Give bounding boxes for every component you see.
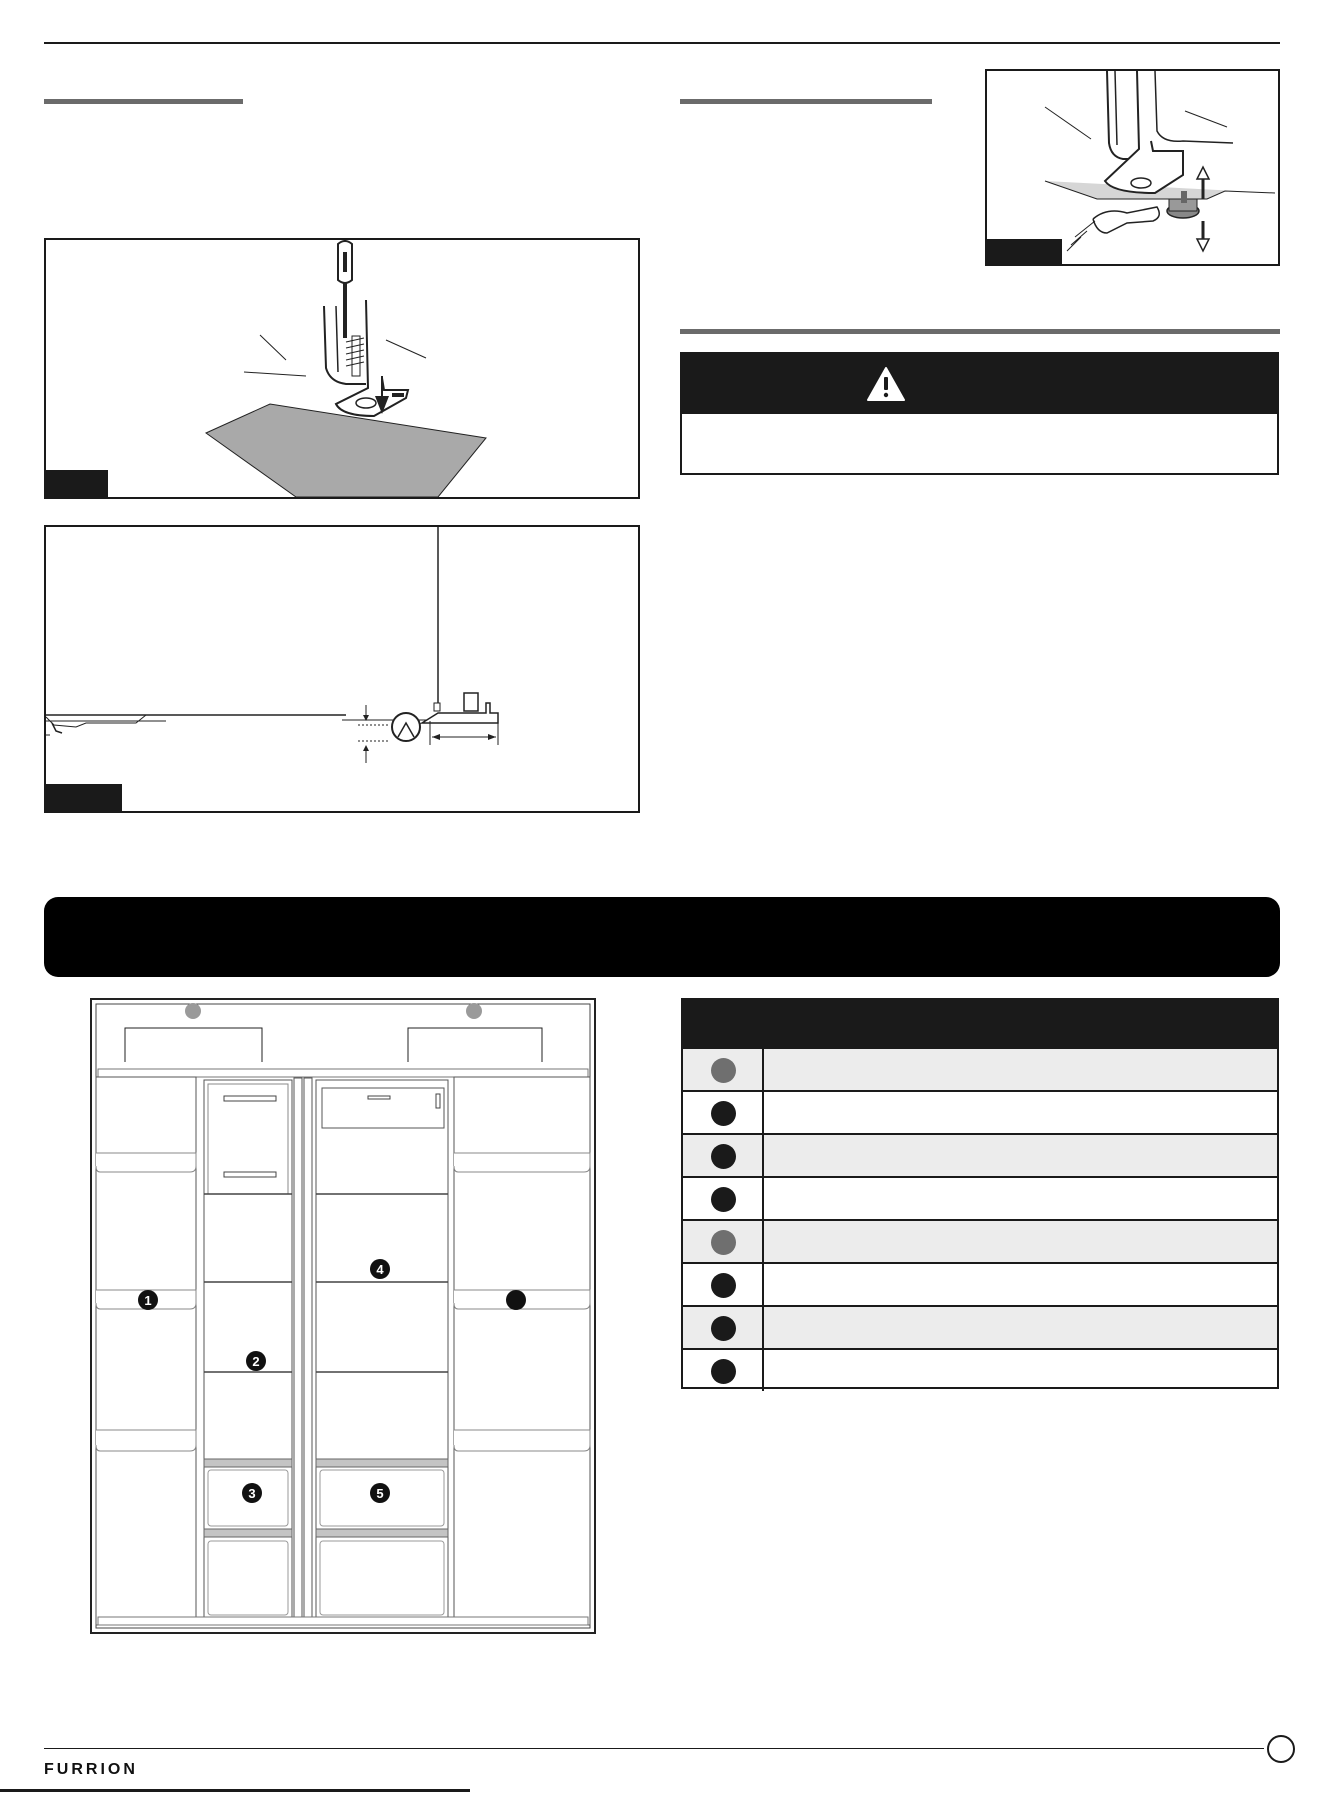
parts-table	[681, 998, 1279, 1389]
table-row-index	[683, 1350, 764, 1391]
fridge-diagram	[90, 998, 596, 1634]
callout-6	[506, 1290, 526, 1310]
row-marker	[711, 1187, 736, 1212]
figure-leveling-leg	[985, 69, 1280, 266]
door-screw-illustration	[46, 240, 638, 497]
table-row	[683, 1133, 1277, 1176]
figure-door-screw	[44, 238, 640, 499]
warning-header	[682, 354, 1277, 414]
row-marker	[711, 1058, 736, 1083]
bottom-edge-strip	[0, 1789, 470, 1792]
brand-logo: FURRION	[44, 1761, 138, 1778]
warning-box	[680, 352, 1279, 475]
table-row-index	[683, 1178, 764, 1219]
side-clearance-illustration	[46, 527, 638, 811]
figure-label-tab	[46, 784, 122, 811]
row-marker	[711, 1273, 736, 1298]
leveling-leg-illustration	[987, 71, 1278, 264]
table-row	[683, 1219, 1277, 1262]
fridge-drawing	[90, 998, 596, 1634]
table-row-index	[683, 1264, 764, 1305]
figure-label-tab	[46, 470, 108, 497]
header-rule	[44, 42, 1280, 44]
callout-3-label: 3	[248, 1486, 256, 1501]
table-row	[683, 1090, 1277, 1133]
callout-5-label: 5	[376, 1486, 384, 1501]
footer-rule	[44, 1748, 1264, 1749]
row-marker	[711, 1316, 736, 1341]
table-row-index	[683, 1221, 764, 1262]
row-marker	[711, 1144, 736, 1169]
row-marker	[711, 1359, 736, 1384]
table-row-index	[683, 1092, 764, 1133]
section-rule-warning	[680, 329, 1280, 334]
callout-4-label: 4	[376, 1262, 384, 1277]
table-row	[683, 1176, 1277, 1219]
figure-label-tab	[987, 239, 1062, 264]
table-row	[683, 1262, 1277, 1305]
callout-2-label: 2	[252, 1354, 260, 1369]
row-marker	[711, 1101, 736, 1126]
section-rule-leveling	[680, 99, 932, 104]
table-row-index	[683, 1049, 764, 1090]
table-row-index	[683, 1135, 764, 1176]
table-row	[683, 1047, 1277, 1090]
parts-banner	[44, 897, 1280, 977]
page-number-badge	[1267, 1735, 1295, 1763]
warning-triangle-icon	[866, 366, 906, 402]
row-marker	[711, 1230, 736, 1255]
figure-side-clearance	[44, 525, 640, 813]
table-row-index	[683, 1307, 764, 1348]
parts-table-header	[683, 1000, 1277, 1047]
table-row	[683, 1348, 1277, 1391]
section-rule-install	[44, 99, 243, 104]
table-row	[683, 1305, 1277, 1348]
callout-1-label: 1	[144, 1293, 152, 1308]
